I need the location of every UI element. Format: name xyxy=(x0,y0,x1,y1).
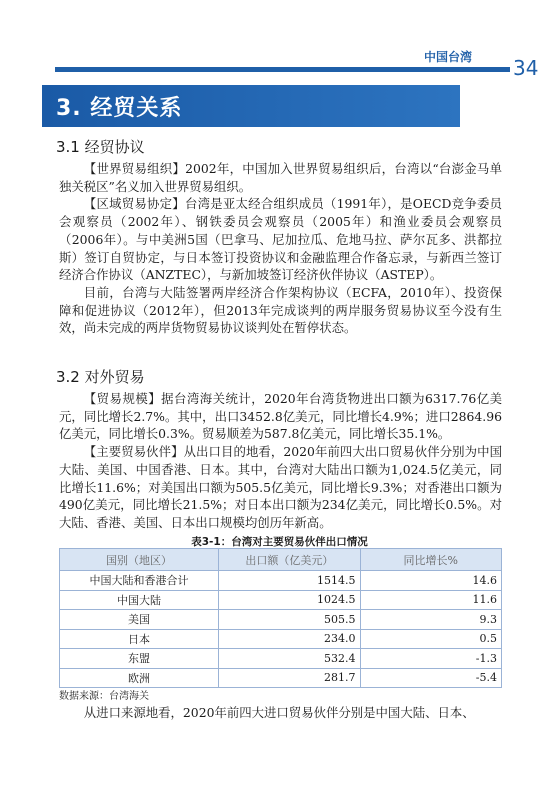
table-cell: 1514.5 xyxy=(219,571,360,591)
paragraph: 从进口来源地看，2020年前四大进口贸易伙伴分别是中国大陆、日本、 xyxy=(83,705,475,720)
export-table xyxy=(59,548,502,688)
table-row xyxy=(60,629,502,649)
table-row xyxy=(60,590,502,610)
paragraph: 【主要贸易伙伴】从出口目的地看，2020年前四大出口贸易伙伴分别为中国大陆、美国、中国香港、日本。其中，台湾对大陆出口额为1,024.5亿美元，同比增长11.6%；对美国出口额为505.5亿美元，同比增长9.3%；对香港出口额为490亿美元，同比增长21.5%；对日本出口额为234亿美元，同比增长0.5%。对大陆、香港、美国、日本出口规模均创历年新高。 xyxy=(59,444,502,530)
table-cell: 281.7 xyxy=(219,668,360,688)
table-cell: 1024.5 xyxy=(219,590,360,610)
table-row xyxy=(60,571,502,591)
col-header: 国别（地区） xyxy=(60,549,219,571)
header-label: 中国台湾 xyxy=(424,50,473,64)
table-header-row xyxy=(60,549,502,571)
table-cell: 美国 xyxy=(60,610,219,630)
section-3-1-body xyxy=(59,160,502,337)
section-3-2-body xyxy=(59,390,502,532)
table-cell: 0.5 xyxy=(360,629,501,649)
table-cell: 中国大陆和香港合计 xyxy=(60,571,219,591)
table-cell: 14.6 xyxy=(360,571,501,591)
page-number: 34 xyxy=(513,56,539,80)
chapter-title: 3. 经贸关系 xyxy=(56,96,183,121)
table-cell: 234.0 xyxy=(219,629,360,649)
table-cell: 欧洲 xyxy=(60,668,219,688)
paragraph: 【世界贸易组织】2002年，中国加入世界贸易组织后，台湾以“台澎金马单独关税区”名义加入世界贸易组织。 xyxy=(59,161,502,194)
table-cell: 9.3 xyxy=(360,610,501,630)
paragraph: 【区域贸易协定】台湾是亚太经合组织成员（1991年），是OECD竞争委员会观察员（2002年）、钢铁委员会观察员（2005年）和渔业委员会观察员（2006年）。与中美洲5国（巴拿马、尼加拉瓜、危地马拉、萨尔瓦多、洪都拉斯）签订自贸协定，与日本签订投资协议和金融监理合作备忘录，与新西兰签订经济合作协议（ANZTEC），与新加坡签订经济伙伴协议（ASTEP）。 xyxy=(59,196,502,283)
table-source: 数据来源：台湾海关 xyxy=(59,691,149,702)
paragraph: 目前，台湾与大陆签署两岸经济合作架构协议（ECFA，2010年）、投资保障和促进协议（2012年），但2013年完成谈判的两岸服务贸易协议至今没有生效，尚未完成的两岸货物贸易协议谈判处在暂停状态。 xyxy=(59,284,502,336)
col-header: 同比增长% xyxy=(360,549,501,571)
table-row xyxy=(60,668,502,688)
table-cell: 中国大陆 xyxy=(60,590,219,610)
table-cell: 11.6 xyxy=(360,590,501,610)
table-row xyxy=(60,649,502,669)
table-cell: 532.4 xyxy=(219,649,360,669)
header-rule xyxy=(55,67,510,72)
table-cell: -5.4 xyxy=(360,668,501,688)
footer-body xyxy=(59,704,502,722)
table-row xyxy=(60,610,502,630)
col-header: 出口额（亿美元） xyxy=(219,549,360,571)
table-cell: 东盟 xyxy=(60,649,219,669)
table-cell: 日本 xyxy=(60,629,219,649)
section-heading-3-1: 3.1 经贸协议 xyxy=(56,138,145,156)
table-caption: 表3-1：台湾对主要贸易伙伴出口情况 xyxy=(191,536,368,548)
table-cell: 505.5 xyxy=(219,610,360,630)
table-cell: -1.3 xyxy=(360,649,501,669)
paragraph: 【贸易规模】据台湾海关统计，2020年台湾货物进出口额为6317.76亿美元，同比增长2.7%。其中，出口3452.8亿美元，同比增长4.9%；进口2864.96亿美元，同比增长0.3%。贸易顺差为587.8亿美元，同比增长35.1%。 xyxy=(59,391,502,442)
section-heading-3-2: 3.2 对外贸易 xyxy=(56,368,145,386)
